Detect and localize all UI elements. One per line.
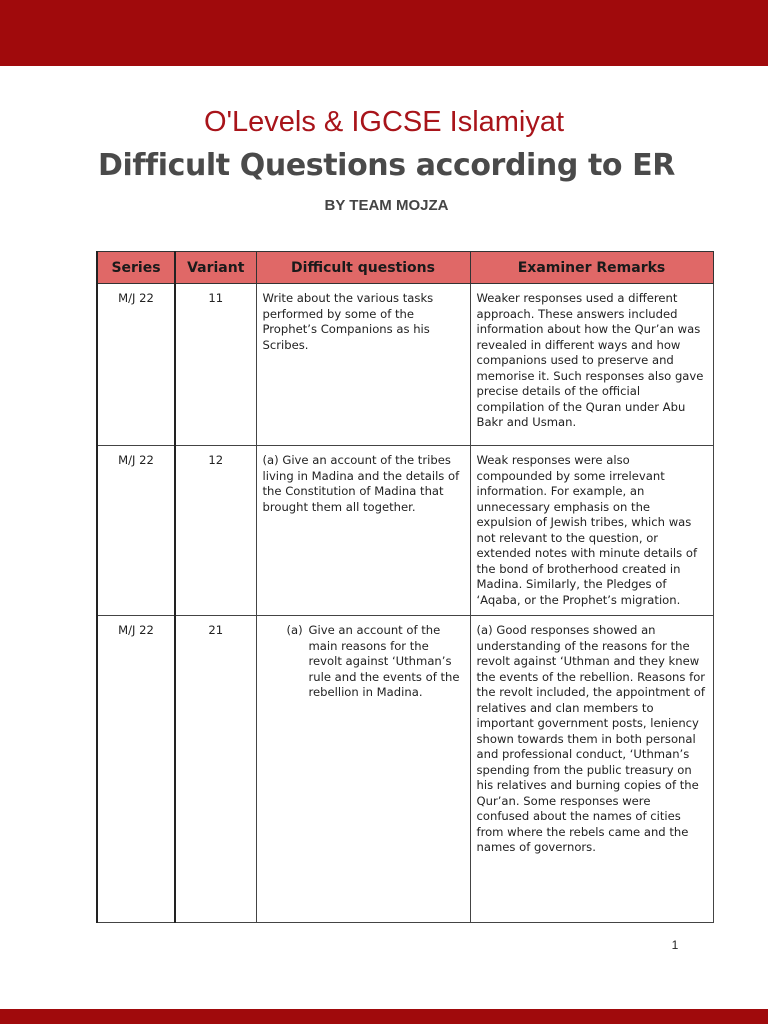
header-difficult-questions: Difficult questions bbox=[256, 252, 470, 284]
cell-remarks: (a) Good responses showed an understanding of the reasons for the revolt against ‘Uthman and they knew the events of the rebellion. Reasons for the revolt included, the appointment of relatives and clan members to important government posts, leniency shown towards them in both personal and professional conduct, ‘Uthman’s spending from the public treasury on his relatives and burning copies of the Qur’an. Some responses were confused about the names of cities from where the rebels came and the names of governors. bbox=[470, 616, 713, 923]
byline: BY TEAM MOJZA bbox=[324, 197, 449, 214]
question-text: Give an account of the main reasons for the revolt against ‘Uthman’s rule and the events of the rebellion in Madina. bbox=[308, 623, 460, 699]
title-subject: O'Levels & IGCSE Islamiyat bbox=[203, 106, 565, 138]
cell-question: Write about the various tasks performed by some of the Prophet’s Companions as his Scribes. bbox=[256, 284, 470, 446]
cell-question: (a) Give an account of the tribes living in Madina and the details of the Constitution of Madina that brought them all together. bbox=[256, 446, 470, 616]
cell-variant: 11 bbox=[175, 284, 256, 446]
table-row bbox=[97, 616, 713, 923]
page-number: 1 bbox=[671, 938, 679, 952]
cell-remarks: Weak responses were also compounded by some irrelevant information. For example, an unnecessary emphasis on the expulsion of Jewish tribes, which was not relevant to the question, or extended notes with minute details of the bond of brotherhood created in Madina. Similarly, the Pledges of ‘Aqaba, or the Prophet’s migration. bbox=[470, 446, 713, 616]
bottom-banner bbox=[0, 1009, 768, 1024]
cell-remarks: Weaker responses used a different approach. These answers included information about how the Qur’an was revealed in different ways and how companions used to preserve and memorise it. Such responses also gave precise details of the official compilation of the Quran under Abu Bakr and Usman. bbox=[470, 284, 713, 446]
cell-series: M/J 22 bbox=[97, 284, 175, 446]
header-examiner-remarks: Examiner Remarks bbox=[470, 252, 713, 284]
header-series: Series bbox=[97, 252, 175, 284]
page-title: Difficult Questions according to ER bbox=[98, 148, 675, 183]
questions-table bbox=[96, 251, 714, 923]
cell-series: M/J 22 bbox=[97, 446, 175, 616]
question-label: (a) bbox=[286, 623, 303, 637]
table-header-row bbox=[97, 252, 713, 284]
top-banner bbox=[0, 0, 768, 66]
cell-question bbox=[256, 616, 470, 923]
table-row bbox=[97, 284, 713, 446]
table-row bbox=[97, 446, 713, 616]
cell-variant: 12 bbox=[175, 446, 256, 616]
cell-series: M/J 22 bbox=[97, 616, 175, 923]
cell-variant: 21 bbox=[175, 616, 256, 923]
header-variant: Variant bbox=[175, 252, 256, 284]
